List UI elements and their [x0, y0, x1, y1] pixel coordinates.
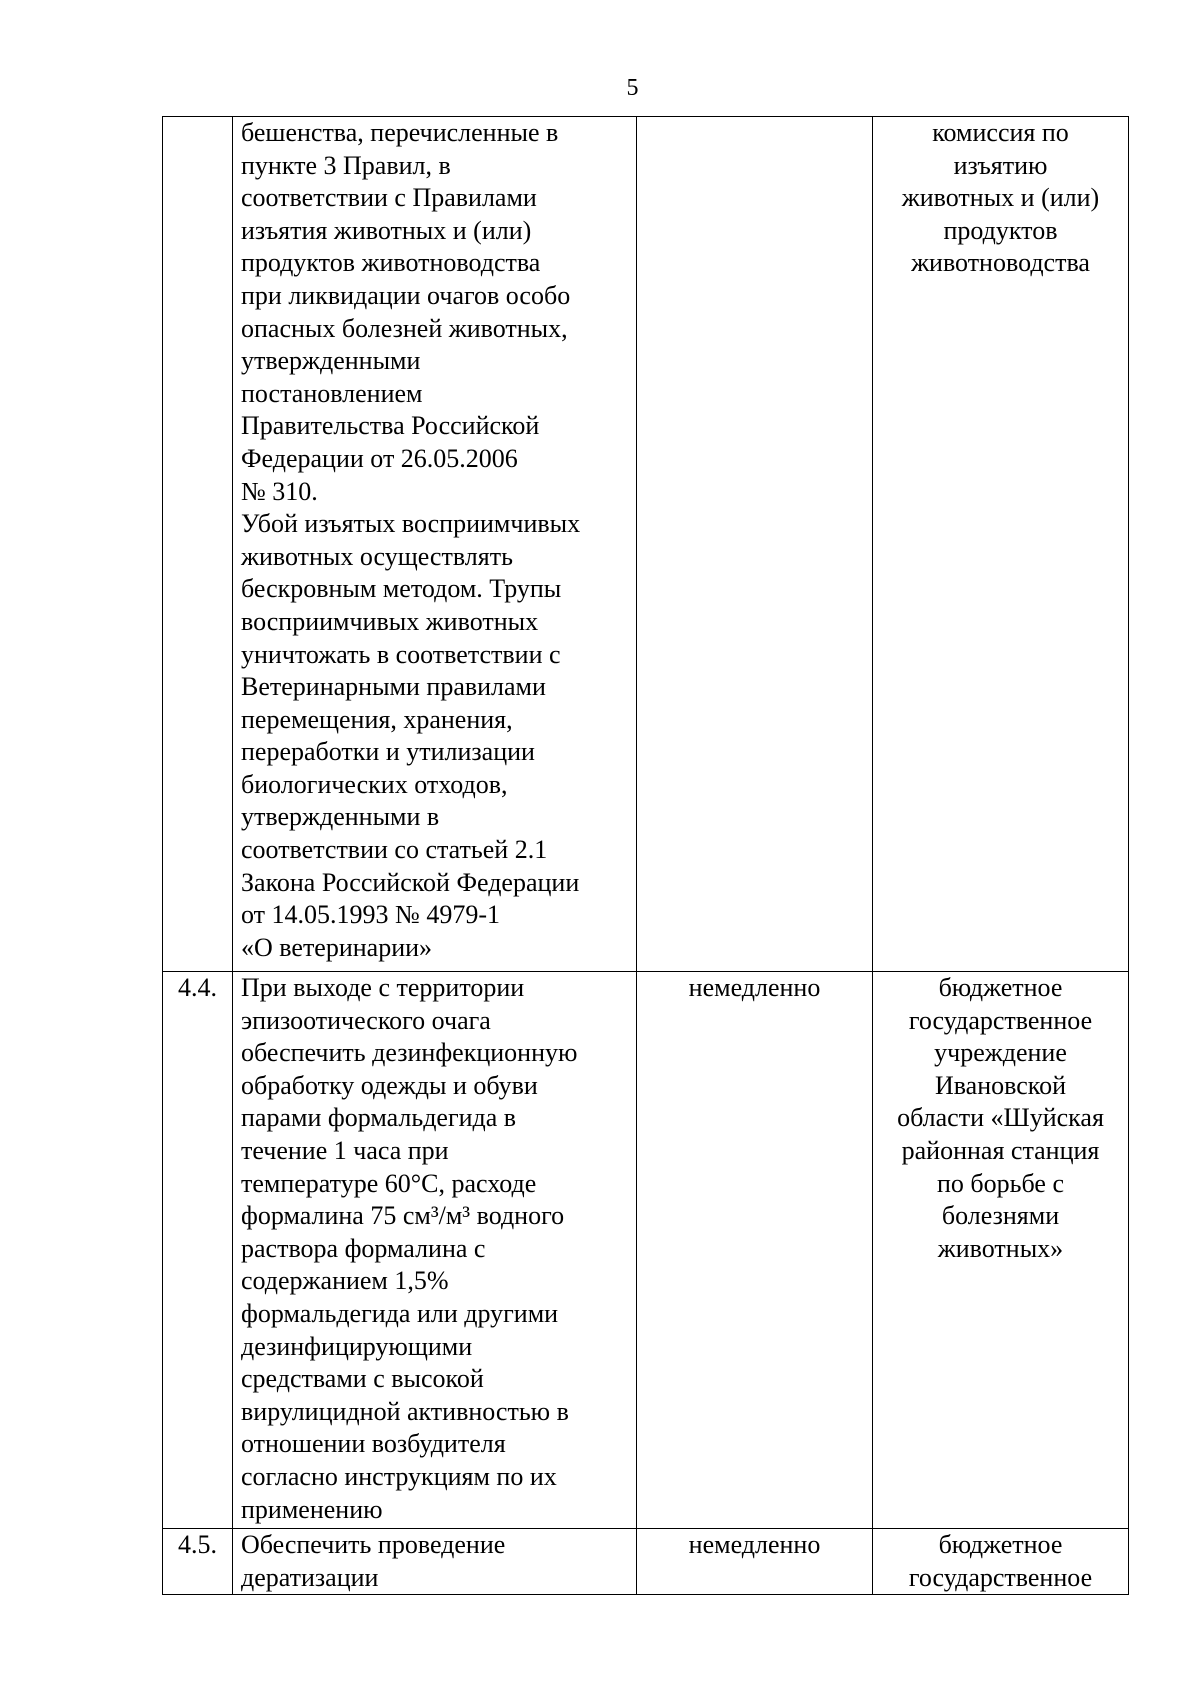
measure-description-cell: При выходе с территории эпизоотического очага обеспечить дезинфекционную обработку одежды и обуви парами формальдегида в течение 1 часа при температуре 60°С, расходе формалина 75 см³/м³ водного раствора формалина с содержанием 1,5% формальдегида или другими дезинфицирующими средствами с высокой вирулицидной активностью в отношении возбудителя согласно инструкциям по их применению [233, 972, 637, 1529]
deadline-cell: немедленно [637, 1529, 873, 1595]
item-number-cell [163, 117, 233, 972]
table-row [163, 1529, 1129, 1595]
measure-description-cell: Обеспечить проведение дератизации [233, 1529, 637, 1595]
item-number-cell: 4.4. [163, 972, 233, 1529]
responsible-party-cell: комиссия по изъятию животных и (или) продуктов животноводства [873, 117, 1129, 972]
table-row [163, 117, 1129, 972]
measure-description-cell: бешенства, перечисленные в пункте 3 Правил, в соответствии с Правилами изъятия животных и (или) продуктов животноводства при ликвидации очагов особо опасных болезней животных, утвержденными постановлением Правительства Российской Федерации от 26.05.2006 № 310. Убой изъятых восприимчивых животных осуществлять бескровным методом. Трупы восприимчивых животных уничтожать в соответствии с Ветеринарными правилами перемещения, хранения, переработки и утилизации биологических отходов, утвержденными в соответствии со статьей 2.1 Закона Российской Федерации от 14.05.1993 № 4979-1 «О ветеринарии» [233, 117, 637, 972]
table-row [163, 972, 1129, 1529]
responsible-party-cell: бюджетное государственное [873, 1529, 1129, 1595]
measures-table [162, 116, 1129, 1595]
item-number-cell: 4.5. [163, 1529, 233, 1595]
responsible-party-cell: бюджетное государственное учреждение Ивановской области «Шуйская районная станция по борьбе с болезнями животных» [873, 972, 1129, 1529]
deadline-cell: немедленно [637, 972, 873, 1529]
deadline-cell [637, 117, 873, 972]
page-number: 5 [626, 75, 639, 101]
